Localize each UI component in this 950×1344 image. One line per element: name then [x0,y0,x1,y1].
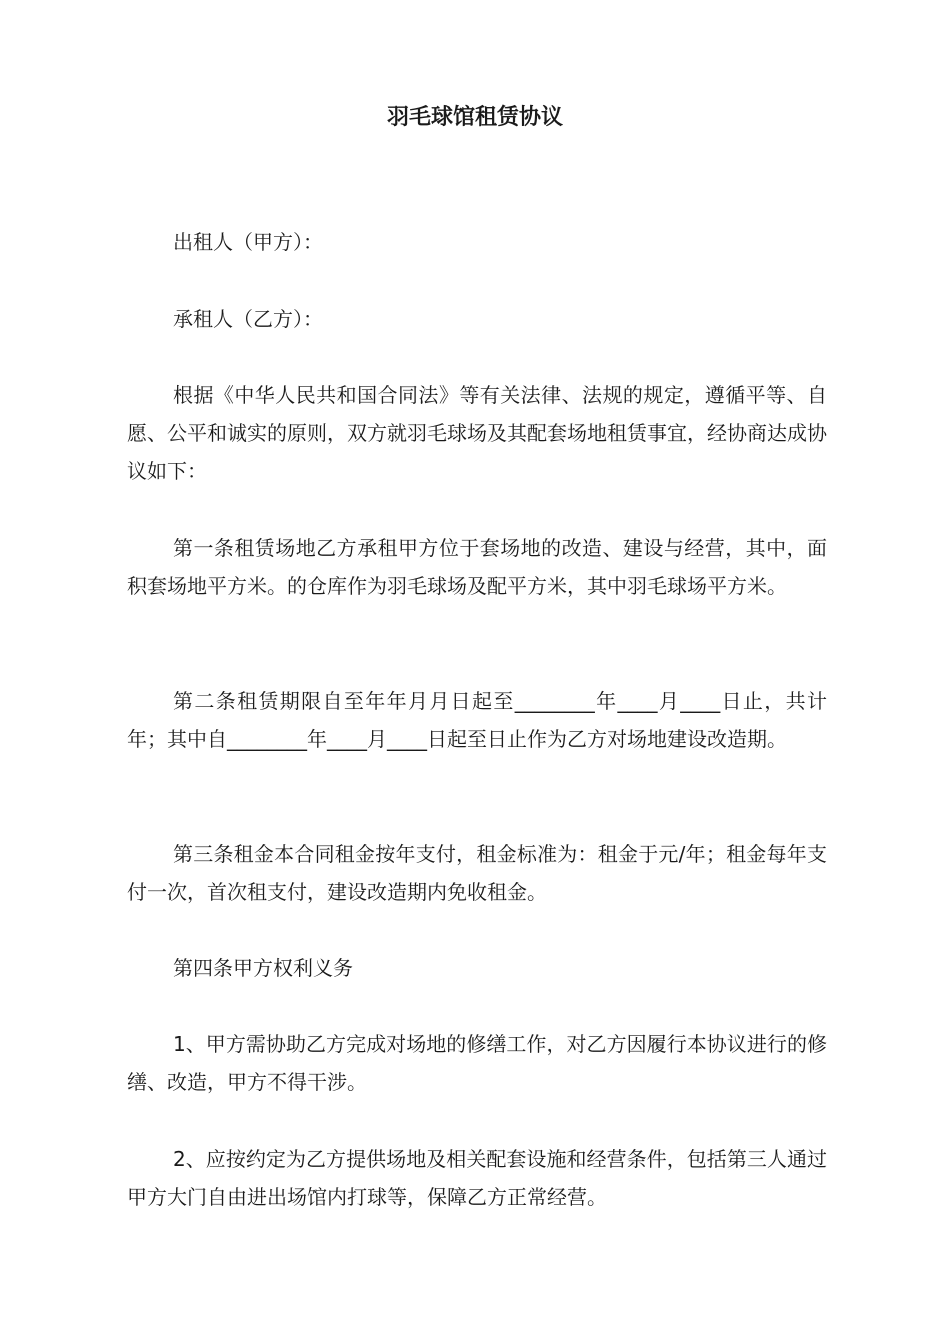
article-2-paragraph: 第二条租赁期限自至年年月月日起至________年____月____日止，共计年；其中自________年____月____日起至日止作为乙方对场地建设改造期。 [127,689,827,751]
article-4-heading: 第四条甲方权利义务 [173,956,353,980]
document-title: 羽毛球馆租赁协议 [386,105,563,130]
article-3-paragraph: 第三条租金本合同租金按年支付，租金标准为：租金于元/年；租金每年支付一次，首次租支付，建设改造期内免收租金。 [127,842,827,904]
article-4-clause-2: 2、应按约定为乙方提供场地及相关配套设施和经营条件，包括第三人通过甲方大门自由进出场馆内打球等，保障乙方正常经营。 [127,1147,827,1209]
lessor-line: 出租人（甲方）： [173,230,323,254]
article-1-paragraph: 第一条租赁场地乙方承租甲方位于套场地的改造、建设与经营，其中，面积套场地平方米。的仓库作为羽毛球场及配平方米，其中羽毛球场平方米。 [127,536,827,598]
article-4-clause-1: 1、甲方需协助乙方完成对场地的修缮工作，对乙方因履行本协议进行的修缮、改造，甲方不得干涉。 [127,1032,827,1094]
lessee-line: 承租人（乙方）： [173,307,323,331]
preamble-paragraph: 根据《中华人民共和国合同法》等有关法律、法规的规定，遵循平等、自愿、公平和诚实的原则，双方就羽毛球场及其配套场地租赁事宜，经协商达成协议如下： [127,383,827,483]
